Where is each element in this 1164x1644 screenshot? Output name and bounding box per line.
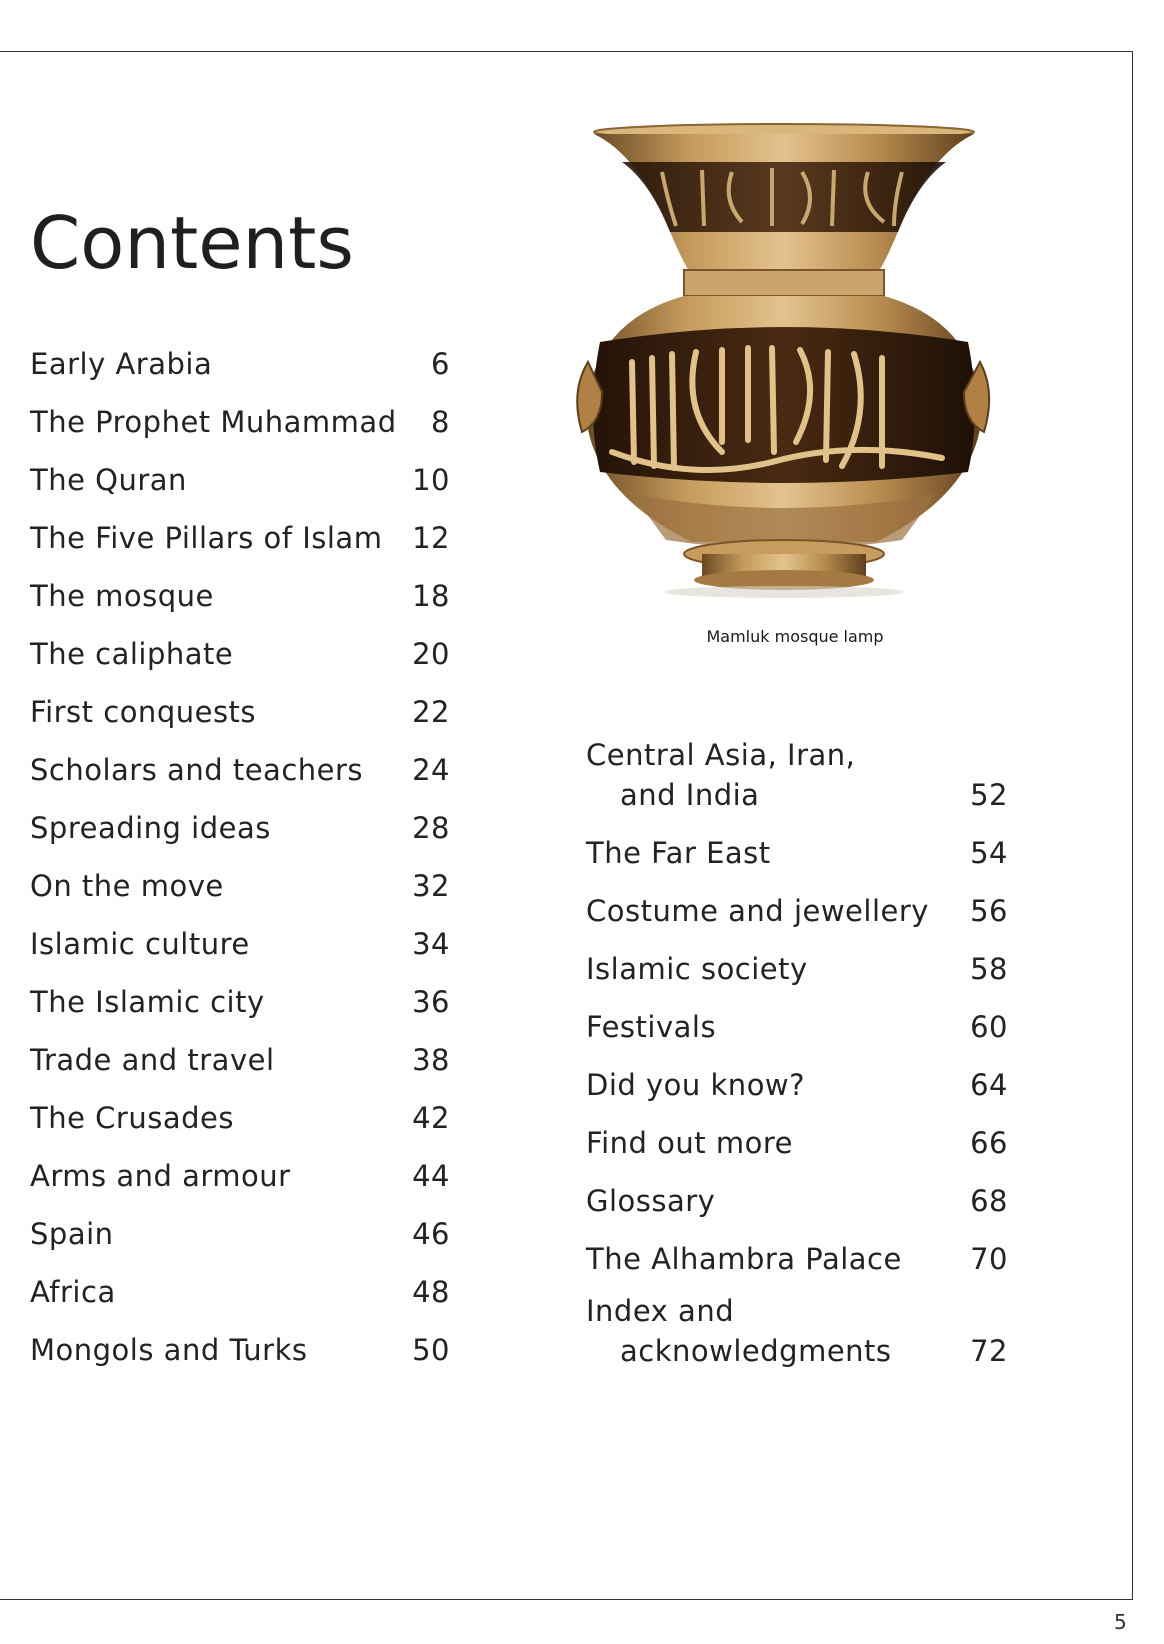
toc-entry-page: 20 [412, 637, 450, 671]
toc-entry-page: 18 [412, 579, 450, 613]
toc-entry[interactable] [30, 1040, 450, 1080]
toc-entry[interactable] [30, 982, 450, 1022]
toc-entry-title: Africa [30, 1275, 116, 1309]
toc-entry-page: 54 [970, 836, 1008, 870]
toc-entry-title: Festivals [586, 1010, 717, 1044]
toc-entry-title: Spreading ideas [30, 811, 271, 845]
toc-entry-title: Trade and travel [30, 1043, 275, 1077]
toc-entry-page: 64 [970, 1068, 1008, 1102]
toc-entry-title-line: Central Asia, Iran, [586, 738, 856, 772]
toc-entry-page: 68 [970, 1184, 1008, 1218]
toc-entry[interactable] [30, 692, 450, 732]
toc-entry-title: The Prophet Muhammad [30, 405, 397, 439]
toc-entry[interactable] [586, 1291, 1008, 1371]
toc-entry[interactable] [30, 808, 450, 848]
toc-entry[interactable] [30, 576, 450, 616]
bottom-rule [0, 1599, 1133, 1600]
toc-entry-title: The Crusades [30, 1101, 234, 1135]
toc-entry-title-line: Index and [586, 1294, 735, 1328]
toc-entry-title: Islamic society [586, 952, 808, 986]
toc-entry-title: The Quran [30, 463, 187, 497]
toc-entry[interactable] [30, 1272, 450, 1312]
toc-entry-title: The caliphate [30, 637, 234, 671]
toc-entry-title-line: acknowledgments [620, 1334, 892, 1368]
toc-entry-page: 46 [412, 1217, 450, 1251]
toc-entry-title: Arms and armour [30, 1159, 291, 1193]
toc-entry-page: 42 [412, 1101, 450, 1135]
toc-entry-title: Islamic culture [30, 927, 250, 961]
toc-entry-title: Scholars and teachers [30, 753, 364, 787]
toc-entry-page: 22 [412, 695, 450, 729]
toc-entry[interactable] [30, 1330, 450, 1370]
page-title: Contents [30, 201, 354, 285]
toc-entry-title: The Five Pillars of Islam [30, 521, 383, 555]
toc-entry-page: 34 [412, 927, 450, 961]
toc-entry-title: The mosque [30, 579, 214, 613]
toc-entry-title: Find out more [586, 1126, 793, 1160]
toc-entry[interactable] [586, 735, 1008, 815]
toc-entry-title: Early Arabia [30, 347, 213, 381]
toc-entry[interactable] [30, 1214, 450, 1254]
toc-entry[interactable] [586, 1123, 1008, 1163]
right-rule [1132, 51, 1133, 1600]
toc-entry-page: 6 [431, 347, 450, 381]
toc-entry-page: 24 [412, 753, 450, 787]
toc-entry[interactable] [30, 402, 450, 442]
toc-entry-page: 48 [412, 1275, 450, 1309]
toc-entry-title: Mongols and Turks [30, 1333, 308, 1367]
toc-entry[interactable] [586, 1065, 1008, 1105]
toc-entry-page: 60 [970, 1010, 1008, 1044]
toc-entry[interactable] [30, 634, 450, 674]
toc-entry[interactable] [30, 518, 450, 558]
toc-entry[interactable] [586, 1007, 1008, 1047]
toc-entry-title: Did you know? [586, 1068, 806, 1102]
toc-entry[interactable] [30, 750, 450, 790]
toc-entry-page: 12 [412, 521, 450, 555]
toc-entry-page: 70 [970, 1242, 1008, 1276]
toc-entry-page: 10 [412, 463, 450, 497]
toc-entry[interactable] [30, 460, 450, 500]
toc-entry-page: 8 [431, 405, 450, 439]
toc-entry-title-line: and India [620, 778, 760, 812]
toc-entry[interactable] [30, 1098, 450, 1138]
page-number: 5 [1114, 1610, 1127, 1634]
toc-entry[interactable] [586, 891, 1008, 931]
toc-entry-title: First conquests [30, 695, 257, 729]
toc-entry-page: 32 [412, 869, 450, 903]
toc-entry-title: On the move [30, 869, 224, 903]
toc-entry-page: 56 [970, 894, 1008, 928]
toc-entry[interactable] [586, 833, 1008, 873]
toc-entry[interactable] [30, 866, 450, 906]
mosque-lamp-illustration [572, 122, 992, 622]
toc-entry-page: 66 [970, 1126, 1008, 1160]
toc-entry[interactable] [30, 344, 450, 384]
toc-entry-title: The Far East [586, 836, 771, 870]
toc-entry[interactable] [586, 1239, 1008, 1279]
top-rule [0, 51, 1133, 52]
toc-entry-page: 52 [970, 778, 1008, 812]
toc-entry-title: Spain [30, 1217, 114, 1251]
toc-entry-title: Costume and jewellery [586, 894, 929, 928]
toc-entry-title: Glossary [586, 1184, 716, 1218]
toc-entry-page: 44 [412, 1159, 450, 1193]
toc-entry-page: 50 [412, 1333, 450, 1367]
toc-entry[interactable] [586, 1181, 1008, 1221]
toc-entry[interactable] [30, 924, 450, 964]
toc-entry[interactable] [30, 1156, 450, 1196]
toc-entry[interactable] [586, 949, 1008, 989]
toc-entry-page: 38 [412, 1043, 450, 1077]
toc-entry-title: The Islamic city [30, 985, 265, 1019]
figure-caption: Mamluk mosque lamp [706, 627, 884, 646]
toc-entry-page: 58 [970, 952, 1008, 986]
toc-entry-page: 36 [412, 985, 450, 1019]
toc-entry-page: 72 [970, 1334, 1008, 1368]
toc-entry-title: The Alhambra Palace [586, 1242, 902, 1276]
toc-entry-page: 28 [412, 811, 450, 845]
